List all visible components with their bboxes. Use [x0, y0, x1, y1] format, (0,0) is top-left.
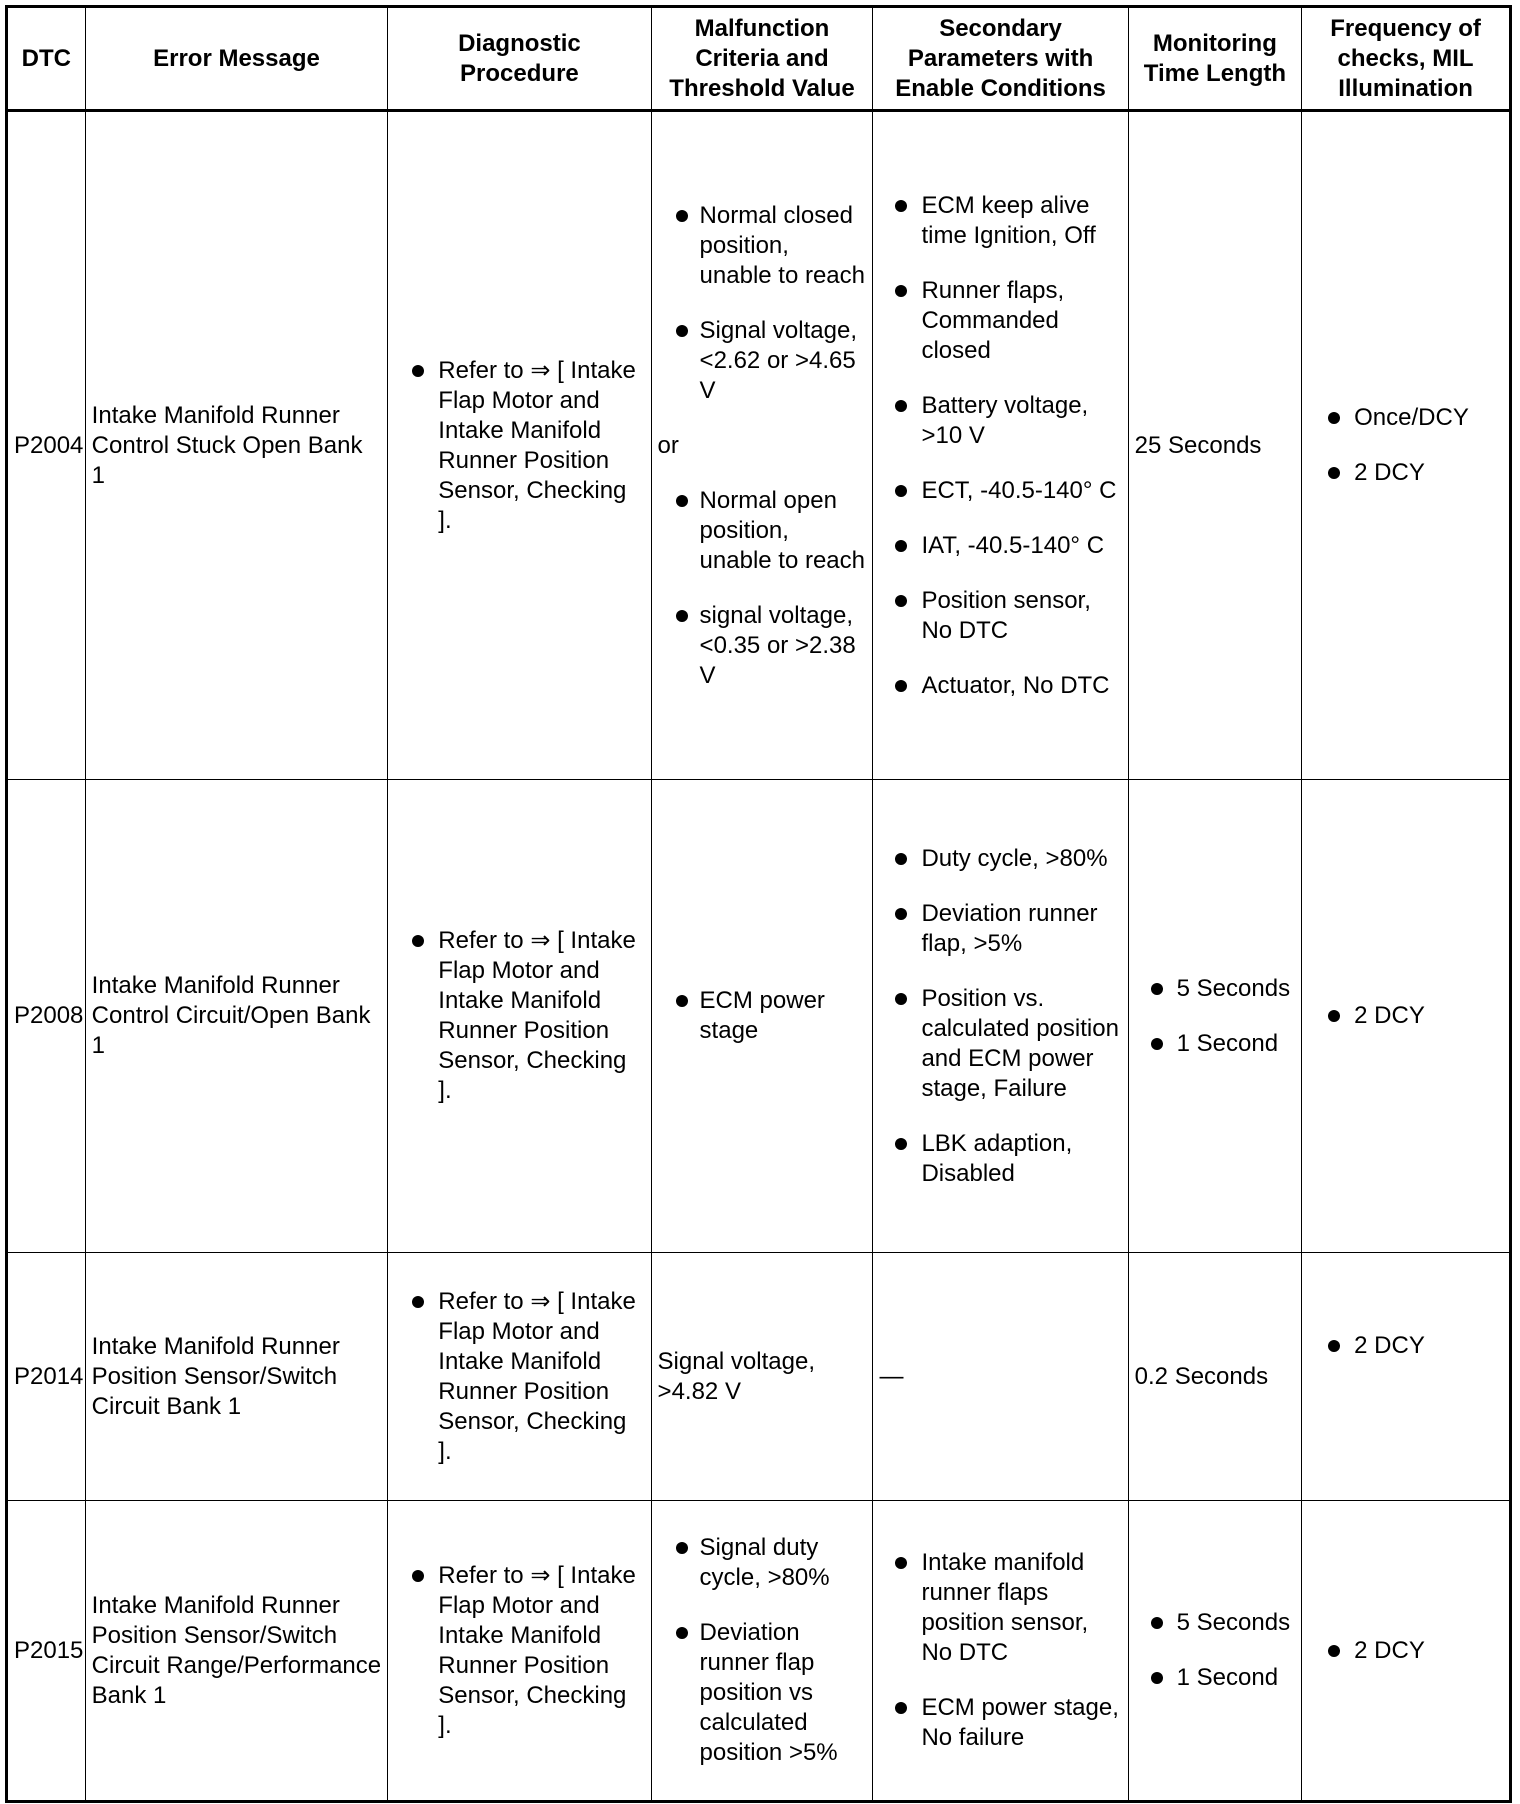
frequency-item: Once/DCY: [1308, 403, 1503, 433]
malfunction-criteria: [651, 780, 873, 1253]
header-secondary-parameters: Secondary Parameters with Enable Conditions: [873, 7, 1128, 111]
dtc-code: P2004: [7, 111, 86, 780]
criteria-or: or: [657, 431, 679, 459]
criteria-item: Signal duty cycle, >80%: [658, 1533, 867, 1593]
procedure-link[interactable]: Refer to ⇒ [ Intake Flap Motor and Intake Manifold Runner Position Sensor, Checking ].: [394, 1287, 644, 1467]
criteria-item: ECM power stage: [658, 986, 867, 1046]
monitoring-item: 5 Seconds: [1135, 974, 1295, 1004]
malfunction-criteria: [651, 111, 873, 780]
header-error-message: Error Message: [85, 7, 388, 111]
secondary-item: Deviation runner flap, >5%: [879, 899, 1121, 959]
error-message: Intake Manifold Runner Position Sensor/Switch Circuit Range/Performance Bank 1: [85, 1501, 388, 1802]
diagnostic-procedure: [388, 1253, 651, 1501]
frequency-item: 2 DCY: [1308, 458, 1503, 488]
secondary-item: IAT, -40.5-140° C: [879, 531, 1121, 561]
secondary-parameters: [873, 111, 1128, 780]
table-row: [7, 1253, 1511, 1501]
table-row: [7, 111, 1511, 780]
dtc-code: P2015: [7, 1501, 86, 1802]
secondary-item: Actuator, No DTC: [879, 671, 1121, 701]
secondary-item: Battery voltage, >10 V: [879, 391, 1121, 451]
diagnostic-procedure: [388, 111, 651, 780]
frequency: [1302, 111, 1511, 780]
secondary-item: Position vs. calculated position and ECM power stage, Failure: [879, 984, 1121, 1104]
error-message: Intake Manifold Runner Control Circuit/Open Bank 1: [85, 780, 388, 1253]
malfunction-criteria: [651, 1501, 873, 1802]
frequency-item: 2 DCY: [1308, 1001, 1503, 1031]
header-monitoring-time: Monitoring Time Length: [1128, 7, 1301, 111]
frequency: [1302, 1253, 1511, 1501]
frequency: [1302, 1501, 1511, 1802]
secondary-item: ECM keep alive time Ignition, Off: [879, 191, 1121, 251]
procedure-link[interactable]: Refer to ⇒ [ Intake Flap Motor and Intake Manifold Runner Position Sensor, Checking ].: [394, 926, 644, 1106]
monitoring-time: [1128, 780, 1301, 1253]
criteria-item: Normal closed position, unable to reach: [658, 201, 867, 291]
diagnostic-procedure: [388, 780, 651, 1253]
diagnostic-procedure: [388, 1501, 651, 1802]
monitoring-item: 1 Second: [1135, 1663, 1295, 1693]
secondary-item: LBK adaption, Disabled: [879, 1129, 1121, 1189]
header-frequency: Frequency of checks, MIL Illumination: [1302, 7, 1511, 111]
secondary-item: ECM power stage, No failure: [879, 1693, 1121, 1753]
secondary-item: Position sensor, No DTC: [879, 586, 1121, 646]
secondary-item: Runner flaps, Commanded closed: [879, 276, 1121, 366]
frequency-item: 2 DCY: [1308, 1331, 1503, 1361]
header-malfunction-criteria: Malfunction Criteria and Threshold Value: [651, 7, 873, 111]
table-row: [7, 1501, 1511, 1802]
monitoring-time: [1128, 1501, 1301, 1802]
monitoring-time: 0.2 Seconds: [1128, 1253, 1301, 1501]
dtc-code: P2014: [7, 1253, 86, 1501]
error-message: Intake Manifold Runner Control Stuck Open Bank 1: [85, 111, 388, 780]
secondary-item: Intake manifold runner flaps position sensor, No DTC: [879, 1548, 1121, 1668]
monitoring-item: 5 Seconds: [1135, 1608, 1295, 1638]
procedure-link[interactable]: Refer to ⇒ [ Intake Flap Motor and Intake Manifold Runner Position Sensor, Checking ].: [394, 1561, 644, 1741]
monitoring-time: 25 Seconds: [1128, 111, 1301, 780]
procedure-link[interactable]: Refer to ⇒ [ Intake Flap Motor and Intake Manifold Runner Position Sensor, Checking ].: [394, 356, 644, 536]
secondary-parameters: —: [873, 1253, 1128, 1501]
table-row: [7, 780, 1511, 1253]
monitoring-item: 1 Second: [1135, 1029, 1295, 1059]
secondary-item: ECT, -40.5-140° C: [879, 476, 1121, 506]
criteria-item: Signal voltage, <2.62 or >4.65 V: [658, 316, 867, 406]
criteria-item: Deviation runner flap position vs calculated position >5%: [658, 1618, 867, 1768]
header-diagnostic-procedure: Diagnostic Procedure: [388, 7, 651, 111]
dtc-code: P2008: [7, 780, 86, 1253]
criteria-item: signal voltage, <0.35 or >2.38 V: [658, 601, 867, 691]
criteria-item: Normal open position, unable to reach: [658, 486, 867, 576]
header-dtc: DTC: [7, 7, 86, 111]
header-row: [7, 7, 1511, 111]
error-message: Intake Manifold Runner Position Sensor/Switch Circuit Bank 1: [85, 1253, 388, 1501]
frequency: [1302, 780, 1511, 1253]
malfunction-criteria: Signal voltage, >4.82 V: [651, 1253, 873, 1501]
secondary-parameters: [873, 1501, 1128, 1802]
frequency-item: 2 DCY: [1308, 1636, 1503, 1666]
dtc-table: [5, 5, 1512, 1803]
secondary-item: Duty cycle, >80%: [879, 844, 1121, 874]
secondary-parameters: [873, 780, 1128, 1253]
